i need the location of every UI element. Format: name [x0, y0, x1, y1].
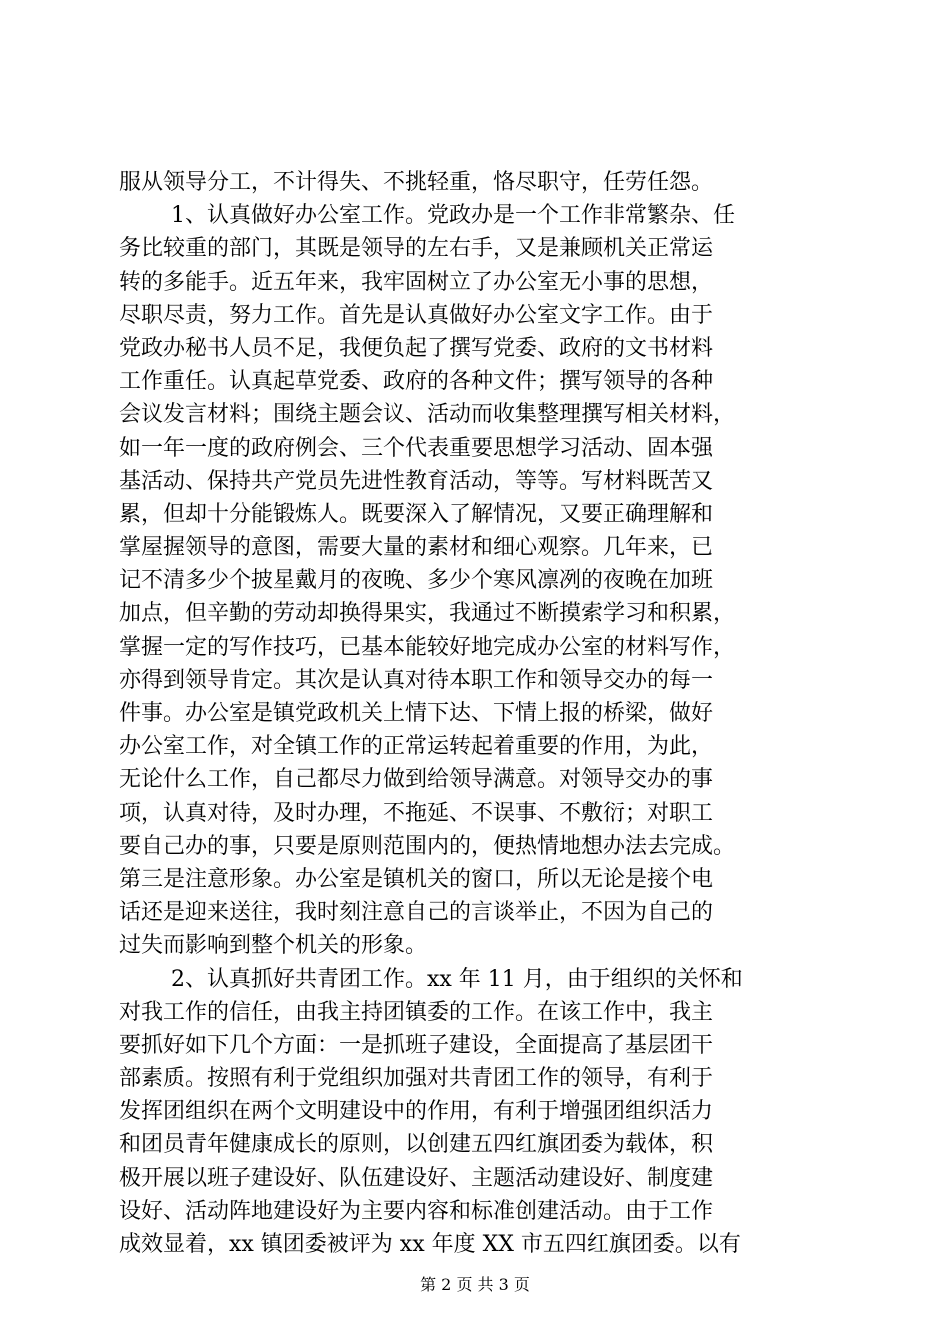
text-line: 累，但却十分能锻炼人。既要深入了解情况，又要正确理解和 [119, 501, 714, 527]
text-line: 设好、活动阵地建设好为主要内容和标准创建活动。由于工作 [119, 1198, 714, 1224]
text-line: 过失而影响到整个机关的形象。 [119, 933, 428, 959]
text-line: 无论什么工作，自己都尽力做到给领导满意。对领导交办的事 [119, 767, 714, 793]
text-line: 务比较重的部门，其既是领导的左右手，又是兼顾机关正常运 [119, 236, 714, 262]
text-line: 部素质。按照有利于党组织加强对共青团工作的领导，有利于 [119, 1066, 714, 1092]
text-line: 办公室工作，对全镇工作的正常运转起着重要的作用，为此， [119, 734, 714, 760]
text-line: 掌屋握领导的意图，需要大量的素材和细心观察。几年来，已 [119, 535, 714, 561]
paragraph-first-line: 2、认真抓好共青团工作。xx 年 11 月，由于组织的关怀和 [171, 966, 743, 992]
text-line: 如一年一度的政府例会、三个代表重要思想学习活动、固本强 [119, 435, 714, 461]
page-footer [0, 1272, 950, 1295]
text-line: 发挥团组织在两个文明建设中的作用，有利于增强团组织活力 [119, 1099, 714, 1125]
text-line: 件事。办公室是镇党政机关上情下达、下情上报的桥梁，做好 [119, 701, 714, 726]
text-line: 工作重任。认真起草党委、政府的各种文件；撰写领导的各种 [119, 369, 714, 395]
text-line: 党政办秘书人员不足，我便负起了撰写党委、政府的文书材料 [119, 335, 714, 361]
text-line: 和团员青年健康成长的原则，以创建五四红旗团委为载体，积 [119, 1132, 714, 1158]
text-line: 服从领导分工，不计得失、不挑轻重，恪尽职守，任劳任怨。 [119, 170, 714, 195]
text-line: 基活动、保持共产党员先进性教育活动，等等。写材料既苦又 [119, 468, 714, 494]
text-line: 亦得到领导肯定。其次是认真对待本职工作和领导交办的每一 [119, 667, 714, 693]
page-number-label: 第 2 页 共 3 页 [420, 1275, 530, 1294]
paragraph-first-line: 1、认真做好办公室工作。党政办是一个工作非常繁杂、任 [171, 203, 735, 229]
text-line: 尽职尽责，努力工作。首先是认真做好办公室文字工作。由于 [119, 302, 714, 328]
text-line: 极开展以班子建设好、队伍建设好、主题活动建设好、制度建 [119, 1165, 714, 1191]
text-line: 要抓好如下几个方面：一是抓班子建设，全面提高了基层团干 [119, 1032, 714, 1058]
text-line: 项，认真对待，及时办理，不拖延、不误事、不敷衍；对职工 [119, 800, 714, 826]
text-line: 会议发言材料；围绕主题会议、活动而收集整理撰写相关材料， [119, 402, 736, 428]
text-line: 记不清多少个披星戴月的夜晚、多少个寒风凛冽的夜晚在加班 [119, 568, 714, 594]
text-line: 第三是注意形象。办公室是镇机关的窗口，所以无论是接个电 [119, 866, 714, 892]
text-line: 话还是迎来送往，我时刻注意自己的言谈举止，不因为自己的 [119, 900, 714, 926]
text-line: 加点，但辛勤的劳动却换得果实，我通过不断摸索学习和积累， [119, 601, 736, 627]
text-line: 掌握一定的写作技巧，已基本能较好地完成办公室的材料写作， [119, 634, 736, 660]
text-line: 对我工作的信任，由我主持团镇委的工作。在该工作中，我主 [119, 999, 714, 1025]
document-body [119, 166, 833, 1261]
text-line: 成效显着，xx 镇团委被评为 xx 年度 XX 市五四红旗团委。以有 [119, 1232, 741, 1257]
text-line: 转的多能手。近五年来，我牢固树立了办公室无小事的思想， [119, 269, 714, 295]
text-line: 要自己办的事，只要是原则范围内的，便热情地想办法去完成。 [119, 833, 736, 859]
